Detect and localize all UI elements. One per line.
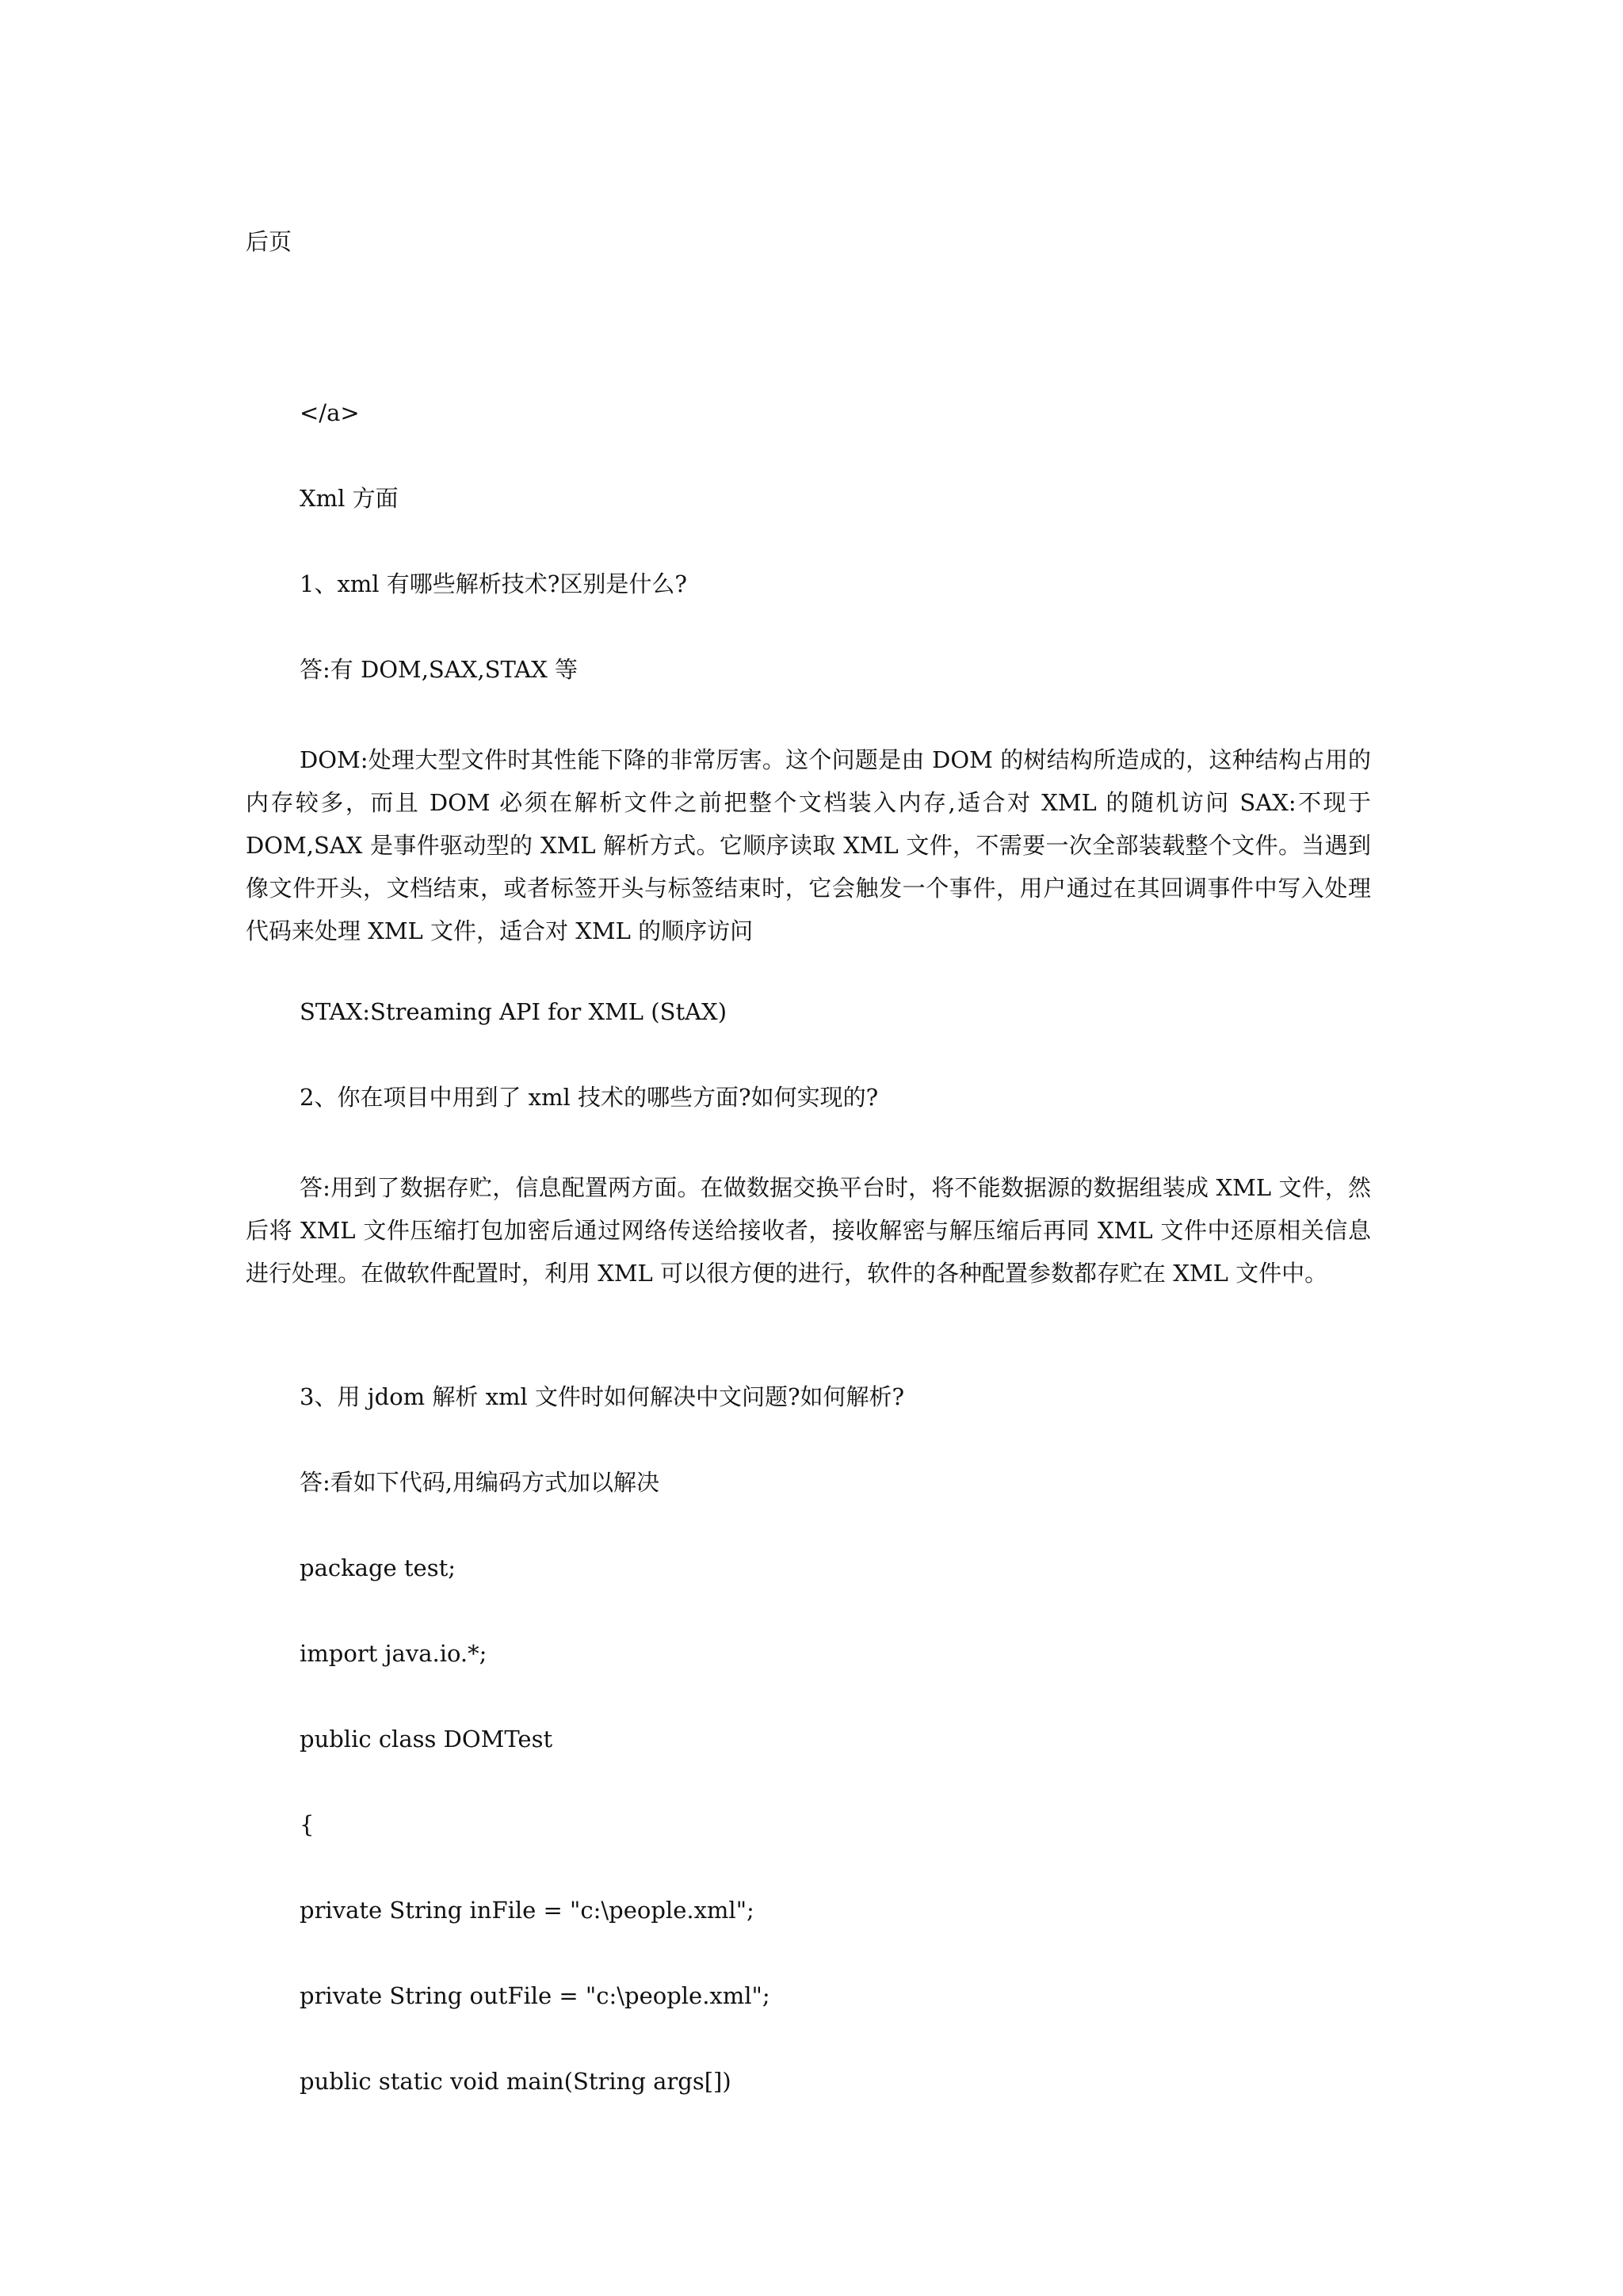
section-title: Xml 方面 xyxy=(300,485,399,512)
answer-1-intro: 答:有 DOM,SAX,STAX 等 xyxy=(300,656,579,683)
question-3: 3、用 jdom 解析 xml 文件时如何解决中文问题?如何解析? xyxy=(300,1383,905,1410)
code-line-import: import java.io.*; xyxy=(300,1640,487,1667)
code-line-class: public class DOMTest xyxy=(300,1726,553,1753)
answer-1-stax: STAX:Streaming API for XML (StAX) xyxy=(300,998,727,1025)
question-1: 1、xml 有哪些解析技术?区别是什么? xyxy=(300,570,687,597)
code-line-main: public static void main(String args[]) xyxy=(300,2068,731,2095)
code-line-open-brace: { xyxy=(300,1811,315,1838)
page-corner-label: 后页 xyxy=(246,228,292,255)
close-anchor-text: </a> xyxy=(300,399,360,426)
code-line-infile: private String inFile = "c:\people.xml"; xyxy=(300,1897,754,1924)
answer-3-intro: 答:看如下代码,用编码方式加以解决 xyxy=(300,1469,659,1496)
code-line-package: package test; xyxy=(300,1554,456,1581)
answer-2-paragraph: 答:用到了数据存贮，信息配置两方面。在做数据交换平台时，将不能数据源的数据组装成 XML 文件，然后将 XML 文件压缩打包加密后通过网络传送给接收者，接收解密与解压缩后再同 XML 文件中还原相关信息进行处理。在做软件配置时，利用 XML 可以很方便的进行，软件的各种配置参数都存贮在 XML 文件中。 xyxy=(246,1174,1371,1287)
answer-1-dom-sax-paragraph: DOM:处理大型文件时其性能下降的非常厉害。这个问题是由 DOM 的树结构所造成的，这种结构占用的内存较多，而且 DOM 必须在解析文件之前把整个文档装入内存,适合对 XML 的随机访问 SAX:不现于 DOM,SAX 是事件驱动型的 XML 解析方式。它顺序读取 XML 文件，不需要一次全部装载整个文件。当遇到像文件开头，文档结束，或者标签开头与标签结束时，它会触发一个事件，用户通过在其回调事件中写入处理代码来处理 XML 文件，适合对 XML 的顺序访问 xyxy=(246,746,1371,944)
code-line-outfile: private String outFile = "c:\people.xml"; xyxy=(300,1982,770,2009)
question-2: 2、你在项目中用到了 xml 技术的哪些方面?如何实现的? xyxy=(300,1084,879,1111)
